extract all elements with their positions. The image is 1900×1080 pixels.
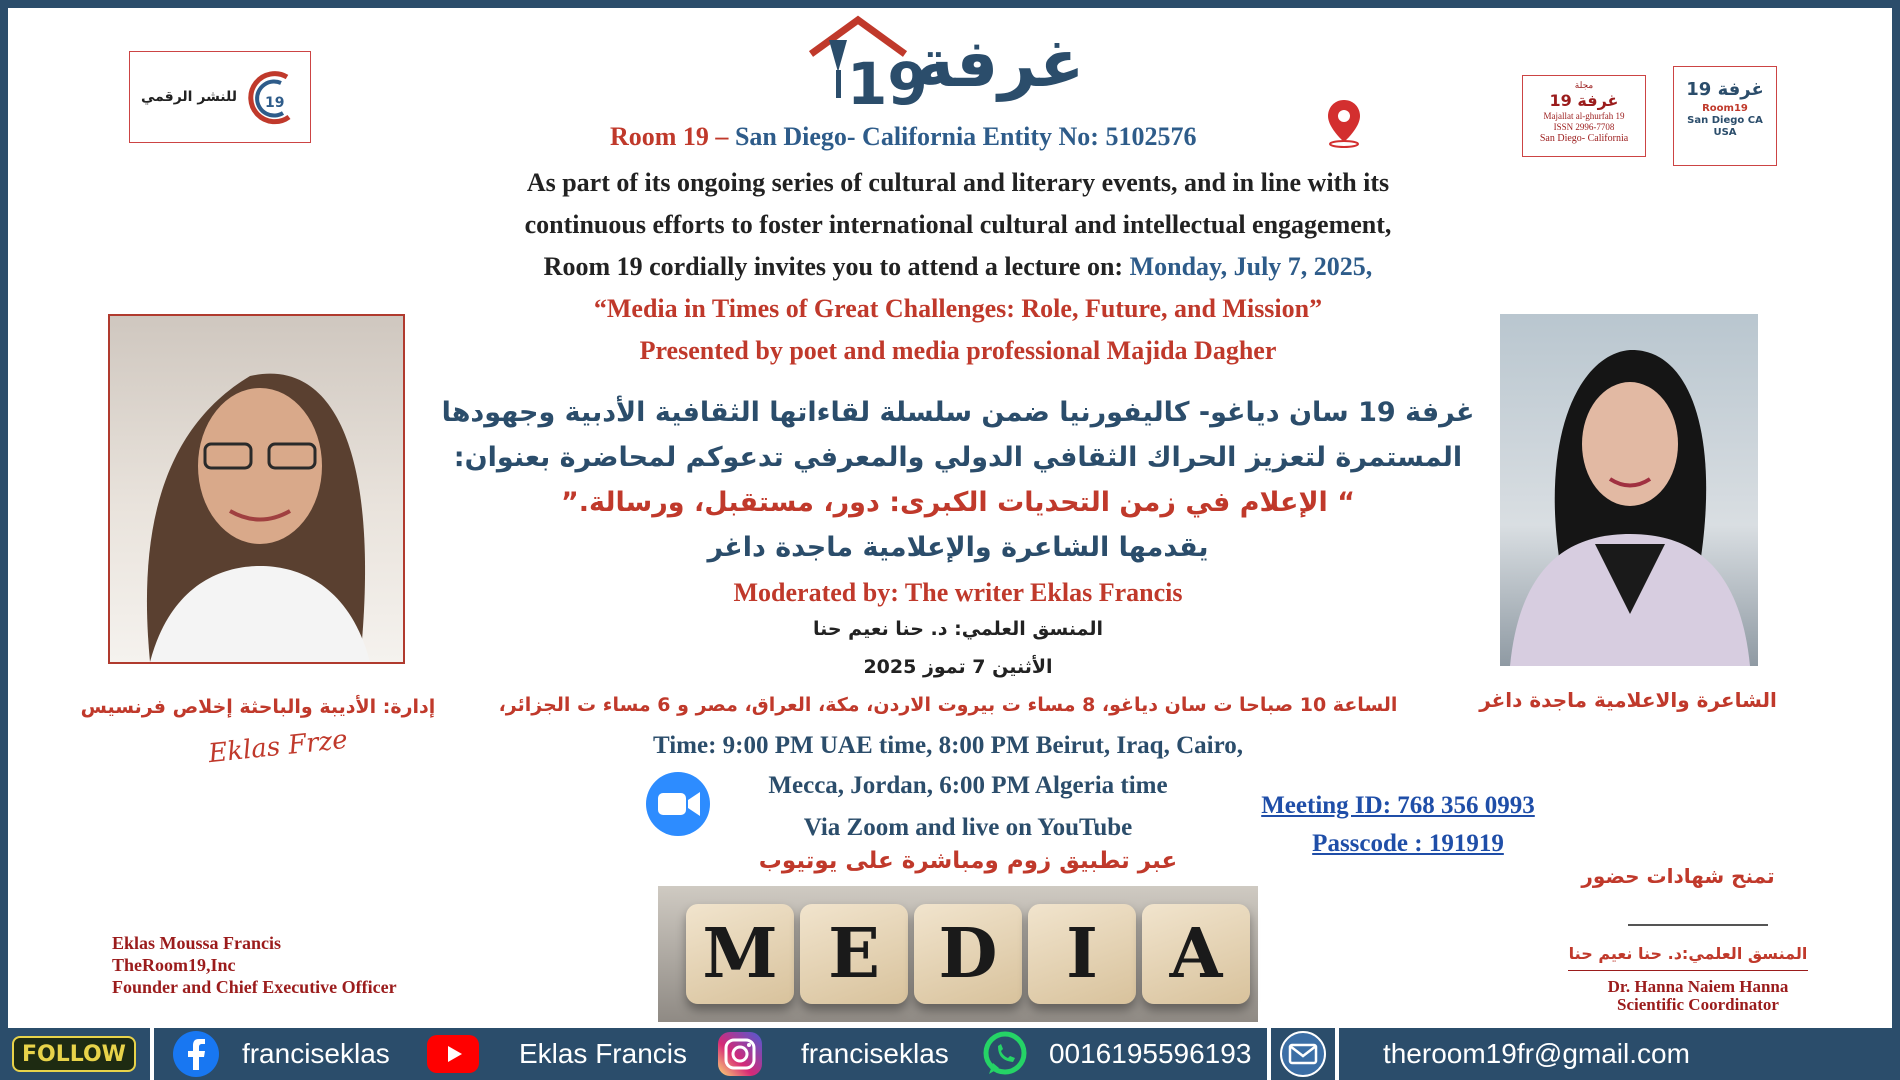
lecture-title-en: “Media in Times of Great Challenges: Role, Future, and Mission” [593,294,1323,323]
time-line-1: Time: 9:00 PM UAE time, 8:00 PM Beirut, Iraq, Cairo, [653,732,1243,759]
zoom-icon[interactable] [644,770,712,838]
room19-logo-text: غرفة [915,25,1085,102]
contact-email[interactable]: theroom19fr@gmail.com [1382,1038,1690,1069]
digital-publishing-logo [129,51,311,143]
founder-name: Eklas Moussa Francis [112,933,282,953]
media-tile-e: E [800,904,908,1004]
coordinator-caption-ar: المنسق العلمي:د. حنا نعيم حنا [1568,944,1808,963]
coordinator-ar: المنسق العلمي: د. حنا نعيم حنا [812,618,1103,640]
moderator-signature: Eklas Frze [206,724,350,770]
room19-usa-logo-line: Room19 [1702,103,1748,114]
majallat-logo-line: ISSN 2996-7708 [1553,122,1615,132]
room19-usa-logo-line: USA [1713,127,1737,138]
event-poster [8,8,1892,1028]
entity-text: San Diego- California Entity No: 5102576 [734,122,1197,151]
coordinator-block [1568,978,1828,1014]
media-tile-d: D [914,904,1022,1004]
whatsapp-number[interactable]: 0016195596193 [1048,1038,1252,1069]
room-label: Room 19 – [610,122,729,151]
presenter-caption-ar: الشاعرة والاعلامية ماجدة داغر [1479,688,1777,712]
majallat-logo-line: مجلة [1574,80,1594,90]
room19-main-logo [803,14,1085,118]
moderator-portrait-icon [110,316,403,662]
instagram-icon[interactable] [717,1031,763,1077]
presenter-portrait-icon [1500,314,1758,666]
via-zoom-youtube: Via Zoom and live on YouTube [803,814,1133,841]
date-ar: الأثنين 7 تموز 2025 [863,656,1053,678]
arabic-line-2: المستمرة لتعزيز الحراك الثقافي الدولي والمعرفي تدعوكم لمحاضرة بعنوان: [453,442,1463,473]
arabic-presenter: يقدمها الشاعرة والإعلامية ماجدة داغر [707,532,1209,563]
founder-company: TheRoom19,Inc [112,955,236,975]
media-tile-m: M [686,904,794,1004]
founder-role: Founder and Chief Executive Officer [112,977,397,997]
youtube-icon[interactable] [427,1035,479,1073]
lecture-date-en: Monday, July 7, 2025, [1129,252,1373,281]
room19-usa-logo-title: غرفة 19 [1686,79,1764,100]
svg-text:19: 19 [847,50,928,118]
media-tile-i: I [1028,904,1136,1004]
digital-publishing-logo-text: للنشر الرقمي [141,89,237,105]
room19-usa-logo-line: San Diego CA [1687,115,1763,126]
moderator-photo [108,314,405,664]
presenter-en: Presented by poet and media professional Majida Dagher [639,336,1277,365]
footer-divider [150,1028,154,1080]
majallat-logo-line: San Diego- California [1539,133,1629,144]
media-blocks-image [658,886,1258,1022]
entity-header [408,122,1408,152]
meeting-id-link[interactable]: Meeting ID: 768 356 0993 [1261,792,1535,819]
majallat-logo-title: غرفة 19 [1549,91,1619,110]
times-ar: الساعة 10 صباحا ت سان دياغو، 8 مساء ت بيروت الاردن، مكة، العراق، مصر و 6 مساء ت الجزائر، [498,694,1398,716]
facebook-icon[interactable] [172,1030,220,1078]
intro-line-1: As part of its ongoing series of cultural and literary events, and in line with its [526,168,1390,197]
arabic-title: “ الإعلام في زمن التحديات الكبرى: دور، مستقبل، ورسالة.” [561,487,1355,518]
intro-line-3 [358,246,1558,288]
coordinator-role: Scientific Coordinator [1617,995,1779,1014]
passcode-link[interactable]: Passcode : 191919 [1312,830,1504,857]
majallat-logo [1522,75,1646,157]
follow-badge [12,1036,136,1072]
presenter-photo [1500,314,1758,666]
footer-divider [1335,1028,1339,1080]
whatsapp-icon[interactable] [981,1030,1029,1078]
coordinator-signature-line [1628,924,1768,926]
follow-label: FOLLOW [22,1041,126,1067]
house-pen-icon [803,14,928,118]
time-line-2: Mecca, Jordan, 6:00 PM Algeria time [768,772,1168,799]
intro-block [358,162,1558,372]
facebook-handle[interactable]: franciseklas [241,1038,390,1069]
svg-text:19: 19 [265,95,285,111]
majallat-logo-line: Majallat al-ghurfah 19 [1543,111,1625,121]
intro-line-3-lead: Room 19 cordially invites you to attend a lecture on: [543,252,1124,281]
youtube-channel[interactable]: Eklas Francis [518,1038,687,1069]
moderated-by: Moderated by: The writer Eklas Francis [733,578,1183,607]
media-tile-a: A [1142,904,1250,1004]
via-zoom-youtube-ar: عبر تطبيق زوم ومباشرة على يوتيوب [758,848,1178,874]
footer-divider [1267,1028,1271,1080]
moderator-caption-ar: إدارة: الأديبة والباحثة إخلاص فرنسيس [80,696,436,718]
social-footer [0,1028,1900,1080]
coordinator-underline [1568,970,1808,971]
founder-block [112,932,452,998]
coordinator-name: Dr. Hanna Naiem Hanna [1607,977,1789,996]
arabic-line-1: غرفة 19 سان دياغو- كاليفورنيا ضمن سلسلة لقاءاتها الثقافية الأدبية وجهودها [441,397,1475,428]
intro-line-2: continuous efforts to foster international cultural and intellectual engagement, [524,210,1392,239]
email-icon[interactable] [1279,1030,1327,1078]
certificates-ar: تمنح شهادات حضور [1581,864,1775,888]
room19-usa-logo [1673,66,1777,166]
ghain-19-icon [243,69,299,125]
arabic-block [428,390,1488,570]
instagram-handle[interactable]: franciseklas [800,1038,949,1069]
